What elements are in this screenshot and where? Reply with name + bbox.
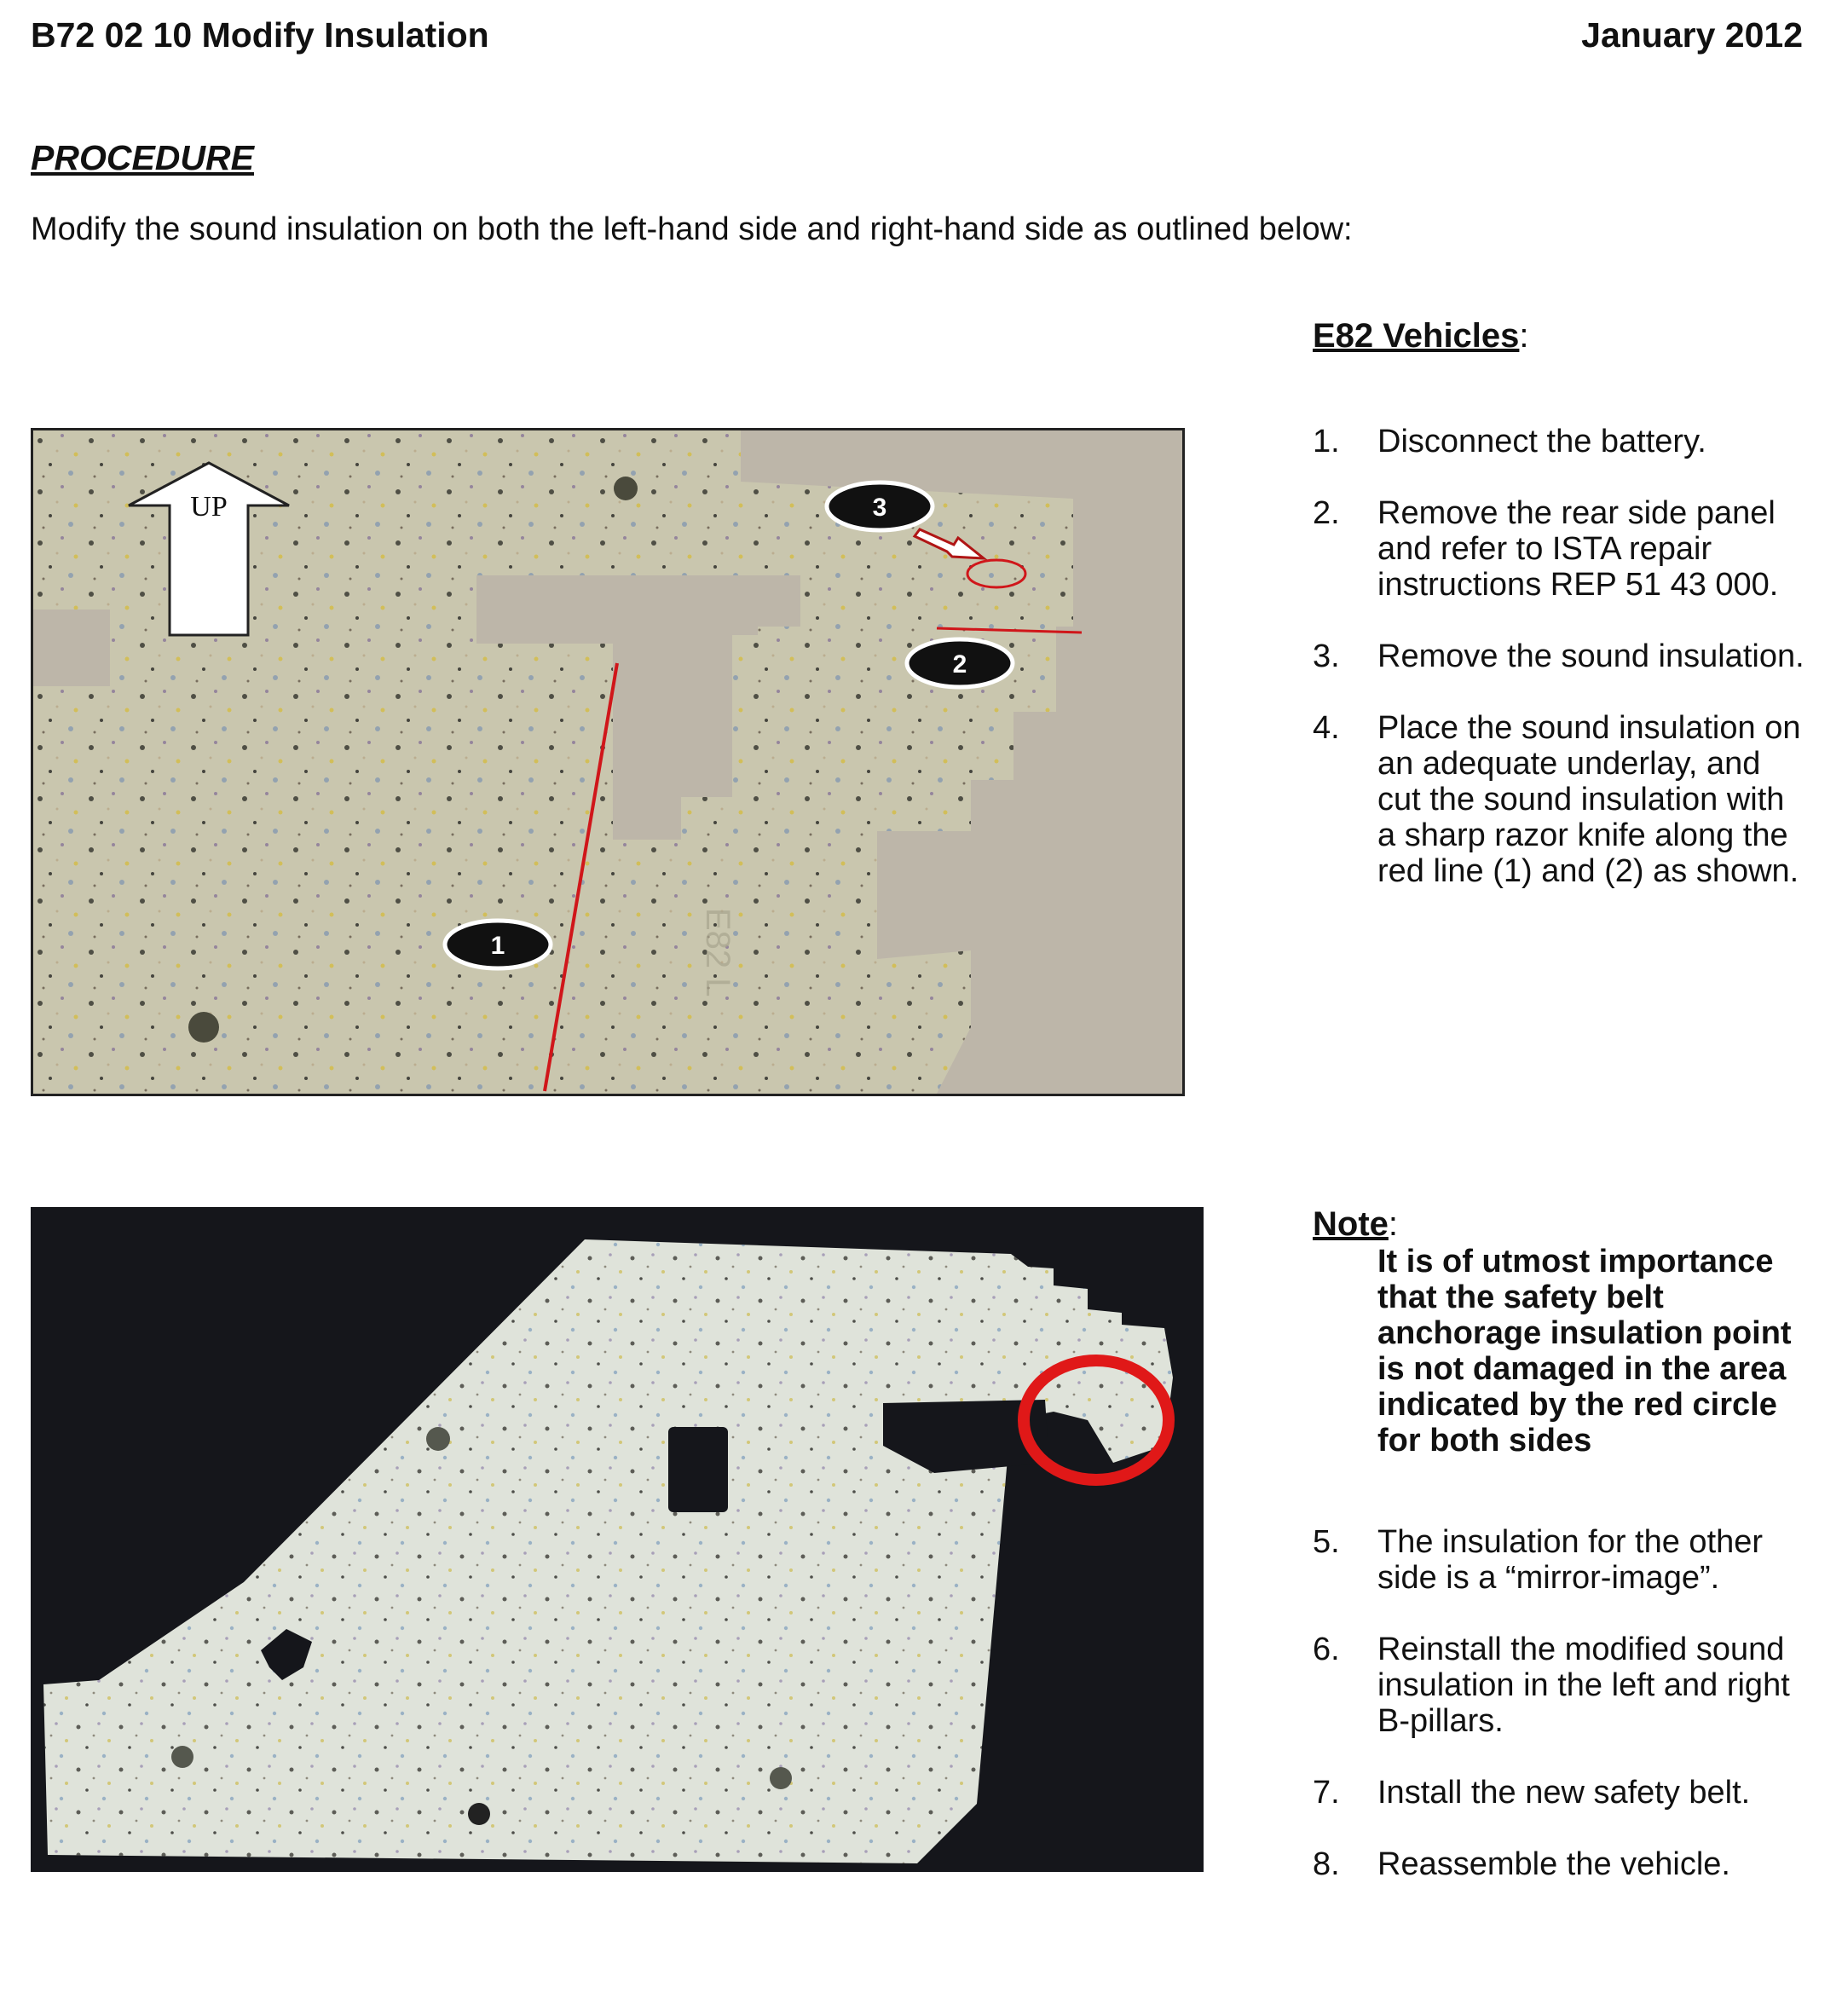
insulation-overview-illustration <box>31 1207 1204 1872</box>
step-number: 8. <box>1313 1846 1340 1882</box>
insulation-overview-photo <box>31 1207 1204 1872</box>
step-number: 1. <box>1313 424 1340 459</box>
central-slot <box>668 1427 728 1512</box>
step-text: The insulation for the other side is a “mirror-image”. <box>1377 1524 1764 1596</box>
step-text: Disconnect the battery. <box>1377 424 1706 459</box>
step-text: Place the sound insulation on an adequate underlay, and cut the sound insulation with a sharp razor knife along the red line (1) and (2) as shown. <box>1377 710 1801 889</box>
step-number: 5. <box>1313 1524 1340 1560</box>
step-7 <box>1313 1775 1807 1811</box>
hole <box>468 1803 490 1825</box>
vehicles-heading-label: E82 Vehicles <box>1313 317 1520 355</box>
hole <box>614 477 638 500</box>
step-6 <box>1313 1632 1807 1739</box>
procedure-heading: PROCEDURE <box>31 138 254 177</box>
step-1 <box>1313 424 1807 459</box>
steps-list-part-2 <box>1313 1524 1807 1918</box>
step-number: 6. <box>1313 1632 1340 1667</box>
step-text: Reassemble the vehicle. <box>1377 1846 1730 1882</box>
step-3 <box>1313 638 1807 674</box>
note-label <box>1313 1205 1807 1244</box>
step-number: 4. <box>1313 710 1340 746</box>
step-text: Remove the sound insulation. <box>1377 638 1804 674</box>
callout-2-label: 2 <box>952 650 967 679</box>
step-number: 2. <box>1313 495 1340 531</box>
vehicles-heading <box>1313 317 1529 355</box>
part-stamp: E82 L <box>699 908 736 997</box>
document-date: January 2012 <box>1581 15 1803 55</box>
step-2 <box>1313 495 1807 603</box>
vehicles-heading-colon: : <box>1519 317 1529 355</box>
step-8 <box>1313 1846 1807 1882</box>
step-text: Reinstall the modified sound insulation in the left and right B-pillars. <box>1377 1632 1790 1739</box>
hole <box>171 1746 193 1768</box>
step-5 <box>1313 1524 1807 1596</box>
step-number: 3. <box>1313 638 1340 674</box>
note-label-text: Note <box>1313 1205 1389 1243</box>
step-text: Install the new safety belt. <box>1377 1775 1751 1811</box>
note-text: It is of utmost importance that the safety belt anchorage insulation point is not damaged in the area indicated by the red circle for both sides <box>1377 1244 1792 1459</box>
callout-1-label: 1 <box>490 932 505 960</box>
hole <box>770 1767 792 1789</box>
up-arrow-label: UP <box>190 491 228 523</box>
callout-3-label: 3 <box>872 494 887 522</box>
insulation-cut-illustration <box>33 430 1182 1094</box>
steps-list-part-1 <box>1313 424 1807 925</box>
step-4 <box>1313 710 1807 889</box>
note-block <box>1313 1205 1807 1459</box>
edge-cutout <box>33 609 110 686</box>
procedure-intro: Modify the sound insulation on both the left-hand side and right-hand side as outlined below: <box>31 211 1353 247</box>
hole <box>426 1427 450 1451</box>
note-label-colon: : <box>1388 1205 1399 1243</box>
hole <box>188 1012 219 1043</box>
insulation-cut-photo <box>31 428 1185 1096</box>
step-text: Remove the rear side panel and refer to ISTA repair instructions REP 51 43 000. <box>1377 495 1779 603</box>
document-title: B72 02 10 Modify Insulation <box>31 15 489 55</box>
step-number: 7. <box>1313 1775 1340 1811</box>
